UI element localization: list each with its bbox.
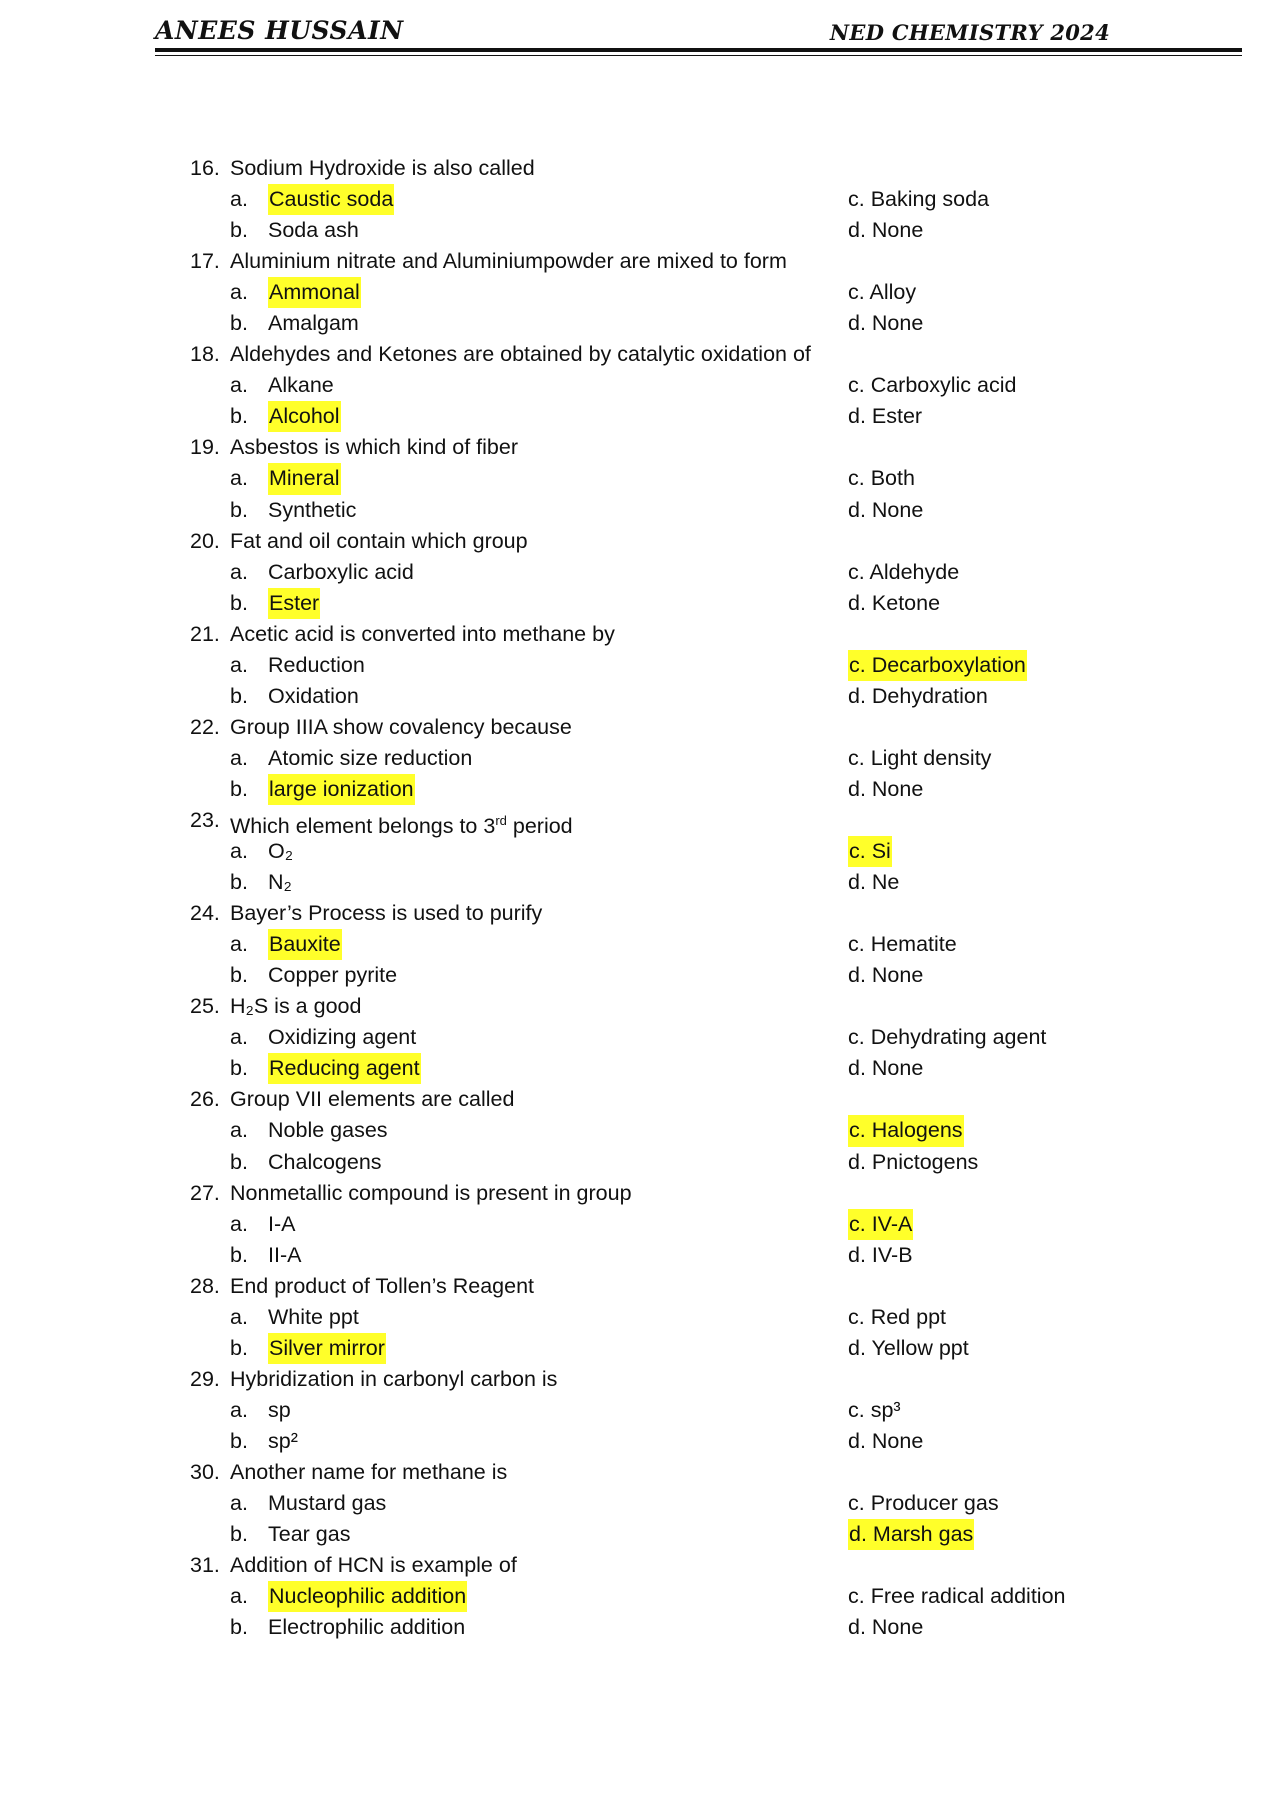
option-letter: a. — [230, 1211, 248, 1236]
option-letter: a. — [230, 745, 248, 770]
option-letter: a. — [230, 373, 248, 398]
option-line — [190, 681, 1190, 712]
question-text: Bayer’s Process is used to purify — [230, 901, 543, 926]
question-line — [190, 712, 1190, 743]
question-text: Asbestos is which kind of fiber — [230, 435, 518, 460]
question-number: 19. — [190, 435, 220, 460]
option-line — [190, 215, 1190, 246]
question-line — [190, 805, 1190, 836]
option-a: Mineral — [268, 463, 341, 494]
question-number: 23. — [190, 807, 220, 832]
option-letter: a. — [230, 1397, 248, 1422]
option-b: Electrophilic addition — [268, 1615, 466, 1640]
option-line — [190, 960, 1190, 991]
option-letter: b. — [230, 776, 248, 801]
question-text: H₂S is a good — [230, 994, 362, 1019]
option-c: c. Light density — [848, 745, 992, 770]
option-letter: b. — [230, 590, 248, 615]
option-line — [190, 277, 1190, 308]
option-c: c. Si — [848, 836, 892, 867]
option-line — [190, 1395, 1190, 1426]
option-line — [190, 1581, 1190, 1612]
option-line — [190, 401, 1190, 432]
option-a: Noble gases — [268, 1118, 388, 1143]
option-line — [190, 1240, 1190, 1271]
option-d: d. None — [848, 1615, 924, 1640]
option-letter: b. — [230, 311, 248, 336]
option-c: c. IV-A — [848, 1209, 913, 1240]
option-d: d. Yellow ppt — [848, 1335, 969, 1360]
option-a: Bauxite — [268, 929, 342, 960]
option-line — [190, 867, 1190, 898]
option-b: Silver mirror — [268, 1333, 386, 1364]
option-line — [190, 184, 1190, 215]
option-line — [190, 1147, 1190, 1178]
question-line — [190, 339, 1190, 370]
option-letter: b. — [230, 1149, 248, 1174]
question-number: 31. — [190, 1553, 220, 1578]
option-d: d. Marsh gas — [848, 1519, 974, 1550]
option-c: c. Alloy — [848, 280, 917, 305]
option-letter: a. — [230, 1584, 248, 1609]
option-line — [190, 1053, 1190, 1084]
option-letter: b. — [230, 1242, 248, 1267]
option-c: c. Decarboxylation — [848, 650, 1027, 681]
option-line — [190, 308, 1190, 339]
option-d: d. Ne — [848, 870, 900, 895]
option-line — [190, 557, 1190, 588]
question-text: Nonmetallic compound is present in group — [230, 1180, 632, 1205]
question-text: End product of Tollen’s Reagent — [230, 1273, 535, 1298]
option-d: d. None — [848, 497, 924, 522]
option-d: d. Ester — [848, 404, 923, 429]
option-letter: a. — [230, 1304, 248, 1329]
option-a: Reduction — [268, 652, 365, 677]
question-number: 20. — [190, 528, 220, 553]
option-line — [190, 495, 1190, 526]
option-c: c. Free radical addition — [848, 1584, 1066, 1609]
option-d: d. None — [848, 1056, 924, 1081]
option-b: II-A — [268, 1242, 302, 1267]
option-line — [190, 1426, 1190, 1457]
option-a: Alkane — [268, 373, 334, 398]
question-line — [190, 1271, 1190, 1302]
question-text: Aldehydes and Ketones are obtained by catalytic oxidation of — [230, 342, 811, 367]
question-number: 24. — [190, 901, 220, 926]
option-b: Chalcogens — [268, 1149, 382, 1174]
option-b: Oxidation — [268, 683, 359, 708]
question-number: 22. — [190, 714, 220, 739]
option-a: O₂ — [268, 839, 294, 864]
option-b: sp² — [268, 1428, 298, 1453]
option-letter: b. — [230, 1428, 248, 1453]
option-a: White ppt — [268, 1304, 359, 1329]
option-line — [190, 463, 1190, 494]
option-d: d. None — [848, 218, 924, 243]
option-b: Synthetic — [268, 497, 357, 522]
question-text-part: period — [506, 813, 573, 838]
option-d: d. None — [848, 963, 924, 988]
question-number: 21. — [190, 621, 220, 646]
option-a: Caustic soda — [268, 184, 394, 215]
question-text: Fat and oil contain which group — [230, 528, 528, 553]
option-a: Mustard gas — [268, 1491, 387, 1516]
question-number: 17. — [190, 249, 220, 274]
question-number: 27. — [190, 1180, 220, 1205]
option-c: c. Carboxylic acid — [848, 373, 1017, 398]
page-header — [155, 14, 1240, 48]
header-rule-thick — [155, 48, 1242, 52]
option-letter: a. — [230, 932, 248, 957]
option-letter: a. — [230, 559, 248, 584]
option-b: Reducing agent — [268, 1053, 421, 1084]
author-name: ANEES HUSSAIN — [155, 16, 404, 45]
course-title: NED CHEMISTRY 2024 — [829, 20, 1110, 45]
option-b: Amalgam — [268, 311, 359, 336]
option-letter: b. — [230, 497, 248, 522]
option-line — [190, 1612, 1190, 1643]
option-line — [190, 1488, 1190, 1519]
option-b: Tear gas — [268, 1522, 351, 1547]
question-text-part: Which element belongs to 3 — [230, 813, 496, 838]
option-letter: a. — [230, 1025, 248, 1050]
question-line — [190, 898, 1190, 929]
question-line — [190, 246, 1190, 277]
option-letter: b. — [230, 870, 248, 895]
option-d: d. Dehydration — [848, 683, 988, 708]
option-a: Atomic size reduction — [268, 745, 473, 770]
question-list — [190, 153, 1190, 1643]
option-a: Oxidizing agent — [268, 1025, 417, 1050]
option-letter: b. — [230, 1335, 248, 1360]
question-line — [190, 1178, 1190, 1209]
option-b: Ester — [268, 588, 320, 619]
option-letter: a. — [230, 187, 248, 212]
question-line — [190, 1550, 1190, 1581]
option-b: Alcohol — [268, 401, 341, 432]
option-line — [190, 1115, 1190, 1146]
question-number: 18. — [190, 342, 220, 367]
question-line — [190, 432, 1190, 463]
option-b: large ionization — [268, 774, 415, 805]
option-letter: b. — [230, 1615, 248, 1640]
question-line — [190, 1457, 1190, 1488]
option-line — [190, 743, 1190, 774]
option-letter: b. — [230, 1522, 248, 1547]
option-d: d. None — [848, 776, 924, 801]
option-d: d. IV-B — [848, 1242, 913, 1267]
option-b: Copper pyrite — [268, 963, 398, 988]
option-a: Carboxylic acid — [268, 559, 414, 584]
question-number: 26. — [190, 1087, 220, 1112]
question-line — [190, 153, 1190, 184]
option-line — [190, 1022, 1190, 1053]
question-number: 30. — [190, 1459, 220, 1484]
option-line — [190, 588, 1190, 619]
option-c: c. Red ppt — [848, 1304, 946, 1329]
option-c: c. sp³ — [848, 1397, 901, 1422]
option-letter: a. — [230, 280, 248, 305]
question-number: 25. — [190, 994, 220, 1019]
option-letter: b. — [230, 218, 248, 243]
option-d: d. None — [848, 311, 924, 336]
option-line — [190, 1302, 1190, 1333]
question-text: Group VII elements are called — [230, 1087, 515, 1112]
option-letter: a. — [230, 466, 248, 491]
option-c: c. Both — [848, 466, 915, 491]
option-letter: a. — [230, 652, 248, 677]
option-a: Nucleophilic addition — [268, 1581, 467, 1612]
option-line — [190, 370, 1190, 401]
option-d: d. Pnictogens — [848, 1149, 979, 1174]
question-text-superscript: rd — [495, 812, 507, 828]
option-b: Soda ash — [268, 218, 359, 243]
question-text: Group IIIA show covalency because — [230, 714, 572, 739]
option-letter: b. — [230, 963, 248, 988]
option-letter: a. — [230, 1118, 248, 1143]
header-rule-thin — [155, 55, 1242, 56]
option-d: d. None — [848, 1428, 924, 1453]
option-line — [190, 836, 1190, 867]
question-text: Hybridization in carbonyl carbon is — [230, 1366, 558, 1391]
question-text: Another name for methane is — [230, 1459, 508, 1484]
option-line — [190, 650, 1190, 681]
option-c: c. Producer gas — [848, 1491, 999, 1516]
option-a: sp — [268, 1397, 291, 1422]
option-a: I-A — [268, 1211, 296, 1236]
option-c: c. Dehydrating agent — [848, 1025, 1047, 1050]
option-b: N₂ — [268, 870, 292, 895]
option-c: c. Halogens — [848, 1115, 964, 1146]
option-letter: b. — [230, 404, 248, 429]
question-line — [190, 1364, 1190, 1395]
question-number: 28. — [190, 1273, 220, 1298]
option-d: d. Ketone — [848, 590, 941, 615]
question-number: 29. — [190, 1366, 220, 1391]
question-text: Acetic acid is converted into methane by — [230, 621, 615, 646]
question-line — [190, 526, 1190, 557]
option-a: Ammonal — [268, 277, 361, 308]
option-line — [190, 929, 1190, 960]
question-number: 16. — [190, 156, 220, 180]
option-letter: b. — [230, 683, 248, 708]
option-letter: a. — [230, 1491, 248, 1516]
option-c: c. Aldehyde — [848, 559, 960, 584]
option-c: c. Baking soda — [848, 187, 990, 212]
question-text: Aluminium nitrate and Aluminiumpowder are mixed to form — [230, 249, 787, 274]
option-letter: a. — [230, 839, 248, 864]
option-letter: b. — [230, 1056, 248, 1081]
option-line — [190, 1333, 1190, 1364]
option-line — [190, 774, 1190, 805]
option-line — [190, 1519, 1190, 1550]
question-line — [190, 991, 1190, 1022]
question-line — [190, 619, 1190, 650]
question-line — [190, 1084, 1190, 1115]
question-text: Addition of HCN is example of — [230, 1553, 517, 1578]
option-c: c. Hematite — [848, 932, 957, 957]
option-line — [190, 1209, 1190, 1240]
question-text: Sodium Hydroxide is also called — [230, 156, 535, 180]
